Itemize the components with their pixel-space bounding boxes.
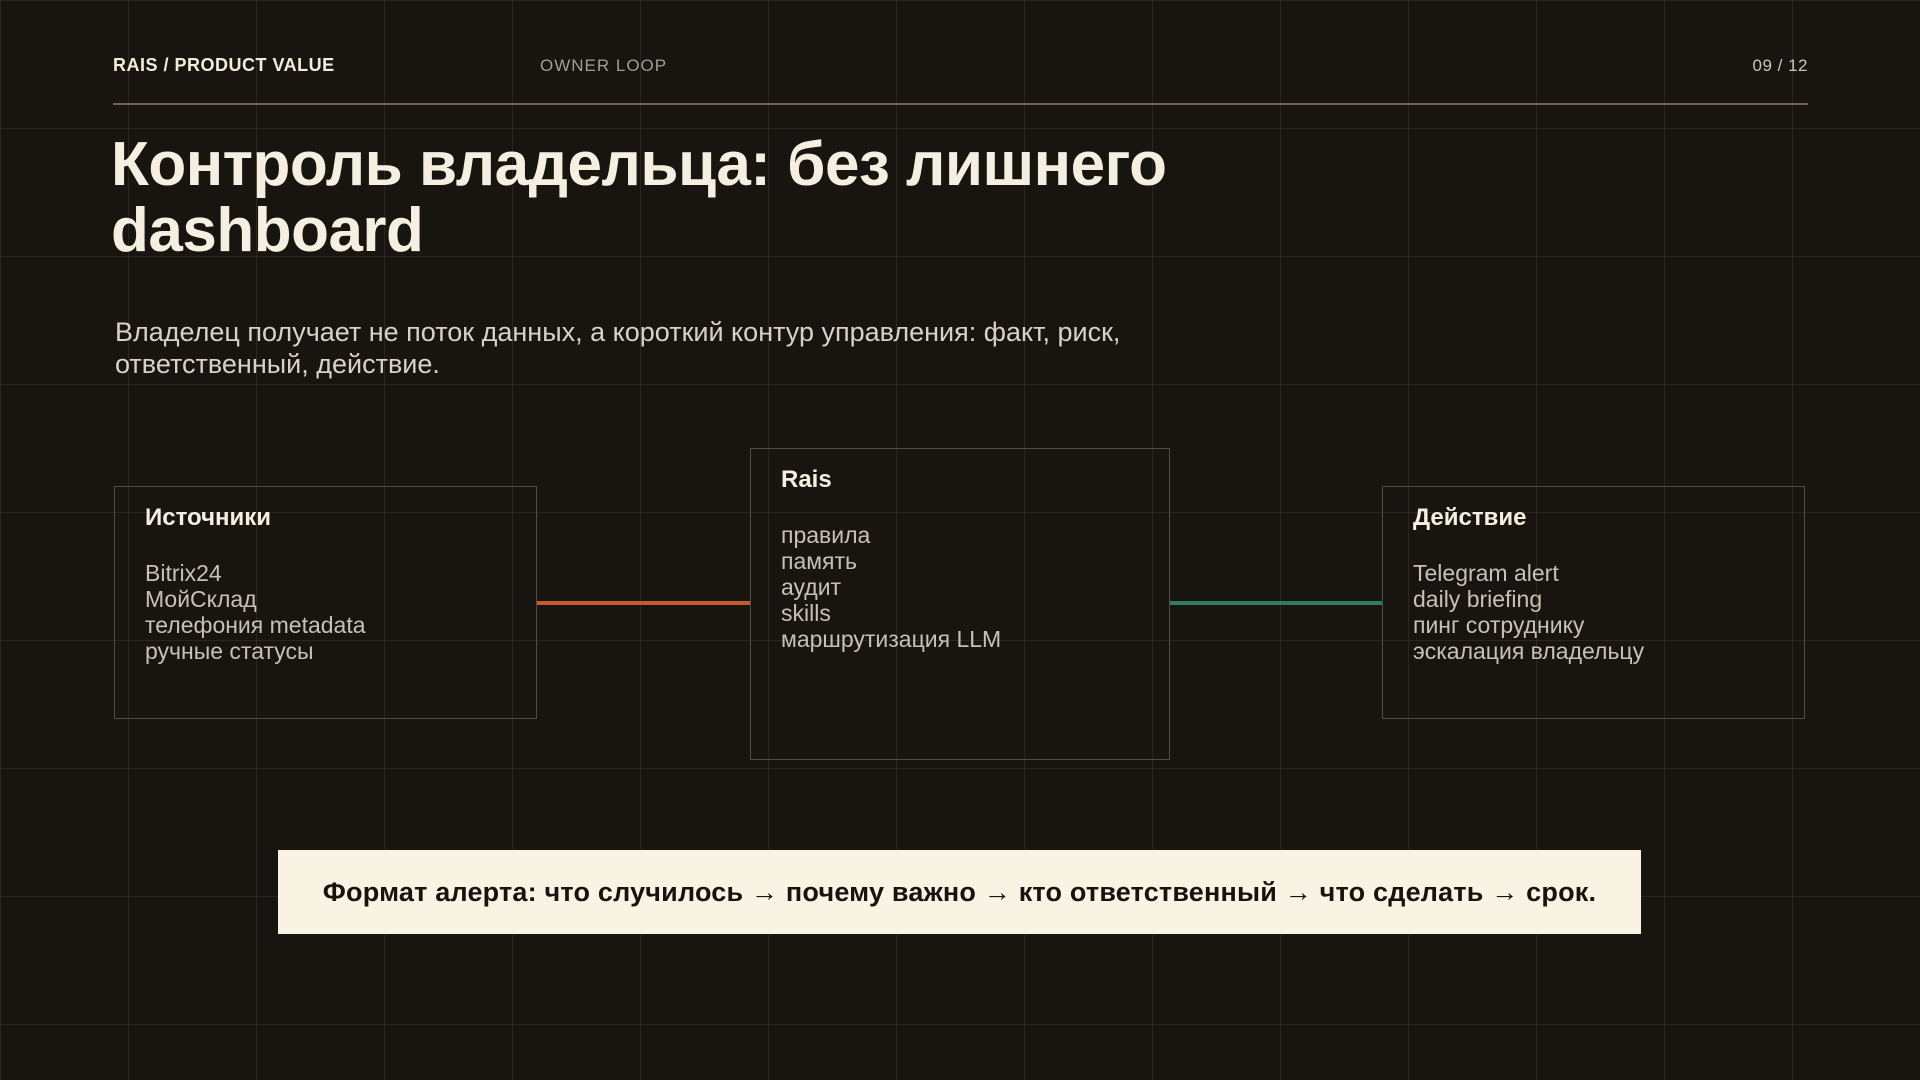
connector-sources-to-rais <box>537 601 750 605</box>
box-action-title: Действие <box>1413 504 1527 531</box>
box-rais-title: Rais <box>781 466 832 493</box>
box-rais-list <box>781 522 1169 652</box>
box-sources-title: Источники <box>145 504 272 531</box>
list-item: Telegram alert <box>1413 560 1559 586</box>
list-item: ручные статусы <box>145 638 314 664</box>
list-item: телефония metadata <box>145 612 366 638</box>
list-item: маршрутизация LLM <box>781 626 1002 652</box>
list-item: пинг сотруднику <box>1413 612 1585 638</box>
slide-subtitle: Владелец получает не поток данных, а короткий контур управления: факт, риск, ответственный, действие. <box>115 317 1121 380</box>
box-sources-list <box>145 560 536 664</box>
slide-title: Контроль владельца: без лишнего dashboard <box>111 130 1167 266</box>
list-item: skills <box>781 600 831 626</box>
breadcrumb: RAIS / PRODUCT VALUE <box>113 55 335 75</box>
list-item: память <box>781 548 858 574</box>
list-item: daily briefing <box>1413 586 1543 612</box>
diagram-box-rais <box>750 448 1170 760</box>
section-label: OWNER LOOP <box>540 56 668 75</box>
box-action-list <box>1413 560 1804 664</box>
header-divider <box>113 103 1808 105</box>
list-item: Bitrix24 <box>145 560 222 586</box>
page-number: 09 / 12 <box>1752 56 1808 75</box>
diagram-box-sources <box>114 486 537 719</box>
list-item: МойСклад <box>145 586 257 612</box>
list-item: аудит <box>781 574 842 600</box>
list-item: правила <box>781 522 871 548</box>
alert-format-note <box>278 850 1641 934</box>
list-item: эскалация владельцу <box>1413 638 1645 664</box>
diagram-box-action <box>1382 486 1805 719</box>
connector-rais-to-action <box>1170 601 1382 605</box>
alert-format-text: Формат алерта: что случилось → почему важно → кто ответственный → что сделать → срок. <box>322 876 1597 907</box>
